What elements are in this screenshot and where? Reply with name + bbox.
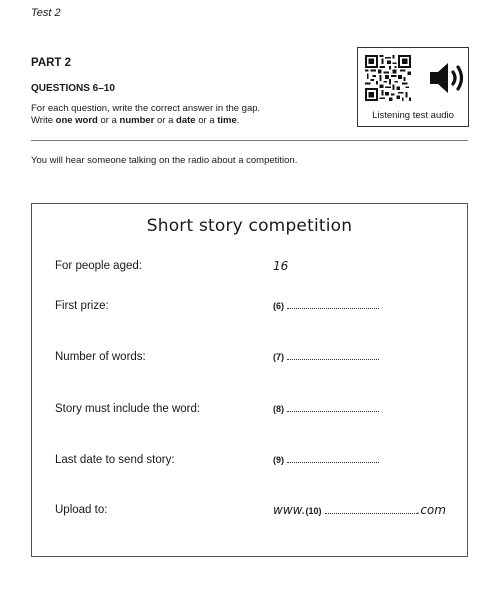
answer-gap-10[interactable]	[273, 503, 446, 517]
instruction-line-2	[31, 115, 239, 127]
row-label-age: For people aged:	[55, 260, 142, 272]
row-label-story-word: Story must include the word:	[55, 403, 201, 415]
row-label-number-of-words: Number of words:	[55, 351, 146, 363]
intro-text: You will hear someone talking on the radio about a competition.	[31, 155, 298, 166]
answer-line[interactable]	[287, 461, 379, 463]
speaker-icon[interactable]	[428, 58, 468, 98]
part-title: PART 2	[31, 57, 72, 69]
url-prefix: www.	[273, 503, 306, 517]
instruction-text: or a	[195, 115, 218, 126]
given-value: 16	[273, 259, 289, 273]
question-number: (10)	[305, 506, 322, 516]
instruction-text: or a	[154, 115, 177, 126]
question-number: (7)	[273, 352, 284, 362]
instruction-text: Write	[31, 115, 56, 126]
question-number: (8)	[273, 404, 284, 414]
notes-form	[31, 203, 468, 557]
answer-gap-9[interactable]	[273, 454, 379, 466]
row-label-last-date: Last date to send story:	[55, 454, 175, 466]
given-answer-age	[273, 259, 288, 273]
instruction-text: .	[236, 115, 240, 126]
row-label-first-prize: First prize:	[55, 300, 109, 312]
answer-line[interactable]	[287, 358, 379, 360]
answer-line[interactable]	[325, 512, 417, 514]
instruction-bold-time: time	[217, 115, 237, 126]
audio-label: Listening test audio	[372, 110, 454, 121]
qr-code-icon[interactable]	[365, 55, 411, 101]
instruction-bold-number: number	[119, 115, 155, 126]
instruction-text: or a	[97, 115, 120, 126]
instruction-bold-date: date	[176, 115, 196, 126]
answer-gap-7[interactable]	[273, 351, 379, 363]
questions-heading: QUESTIONS 6–10	[31, 83, 115, 94]
question-number: (9)	[273, 455, 284, 465]
running-head: Test 2	[31, 7, 61, 19]
answer-gap-8[interactable]	[273, 403, 379, 415]
url-suffix: .com	[416, 503, 446, 517]
question-number: (6)	[273, 301, 284, 311]
answer-gap-6[interactable]	[273, 300, 379, 312]
answer-line[interactable]	[287, 307, 379, 309]
answer-line[interactable]	[287, 410, 379, 412]
audio-panel[interactable]	[357, 47, 469, 127]
instruction-line-1: For each question, write the correct answer in the gap.	[31, 103, 261, 114]
row-label-upload: Upload to:	[55, 504, 108, 516]
form-title: Short story competition	[146, 216, 353, 236]
divider	[31, 140, 468, 141]
instruction-bold-one-word: one word	[55, 115, 98, 126]
